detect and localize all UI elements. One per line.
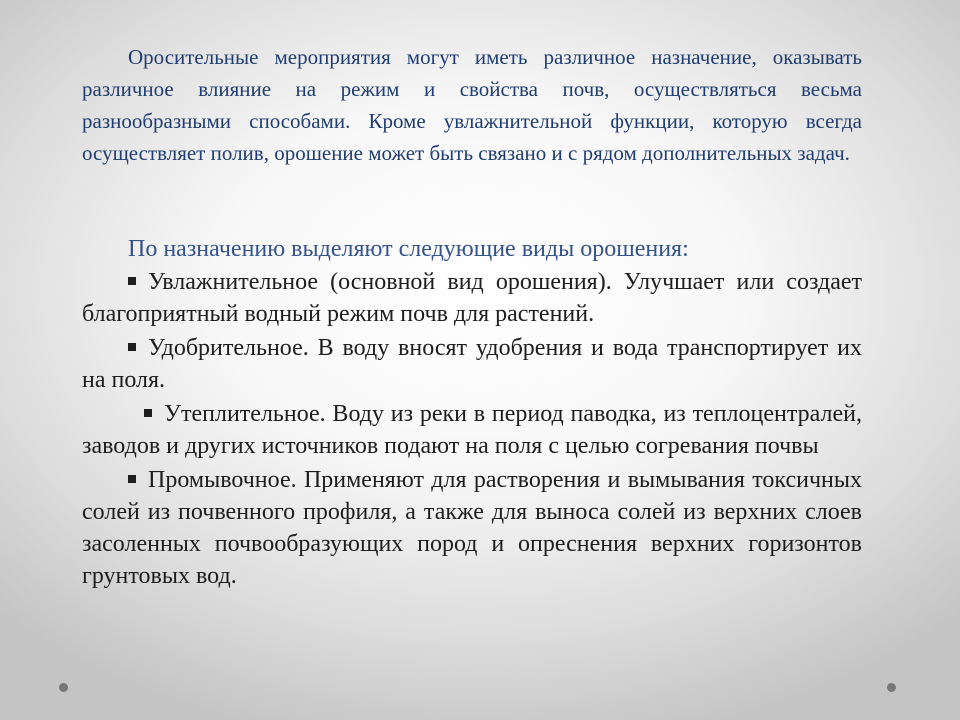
corner-dot-right <box>887 683 896 692</box>
irrigation-types-list <box>82 266 862 592</box>
intro-paragraph: Оросительные мероприятия могут иметь различное назначение, оказывать различное влияние на режим и свойства почв, осуществляться весьма разнообразными способами. Кроме увлажнительной функции, которую всегда осуществляет полив, орошение может быть связано и с рядом дополнительных задач. <box>82 45 862 165</box>
square-bullet-icon <box>128 475 136 483</box>
list-item-text: Утеплительное. Воду из реки в период паводка, из теплоцентралей, заводов и других источников подают на поля с целью согревания почвы <box>82 401 862 459</box>
square-bullet-icon <box>144 409 152 417</box>
list-item-text: Промывочное. Применяют для растворения и вымывания токсичных солей из почвенного профиля, а также для выноса солей из верхних слоев засоленных почвообразующих пород и опреснения верхних горизонтов грунтовых вод. <box>82 467 862 589</box>
list-item-text: Удобрительное. В воду вносят удобрения и вода транспортирует их на поля. <box>82 335 862 393</box>
list-item <box>82 332 862 396</box>
list-item-text: Увлажнительное (основной вид орошения). Улучшает или создает благоприятный водный режим почв для растений. <box>82 269 862 327</box>
types-heading: По назначению выделяют следующие виды орошения: <box>128 236 689 262</box>
list-item <box>82 464 862 592</box>
list-item <box>82 266 862 330</box>
list-item <box>82 398 862 462</box>
square-bullet-icon <box>128 343 136 351</box>
corner-dot-left <box>59 683 68 692</box>
square-bullet-icon <box>128 277 136 285</box>
